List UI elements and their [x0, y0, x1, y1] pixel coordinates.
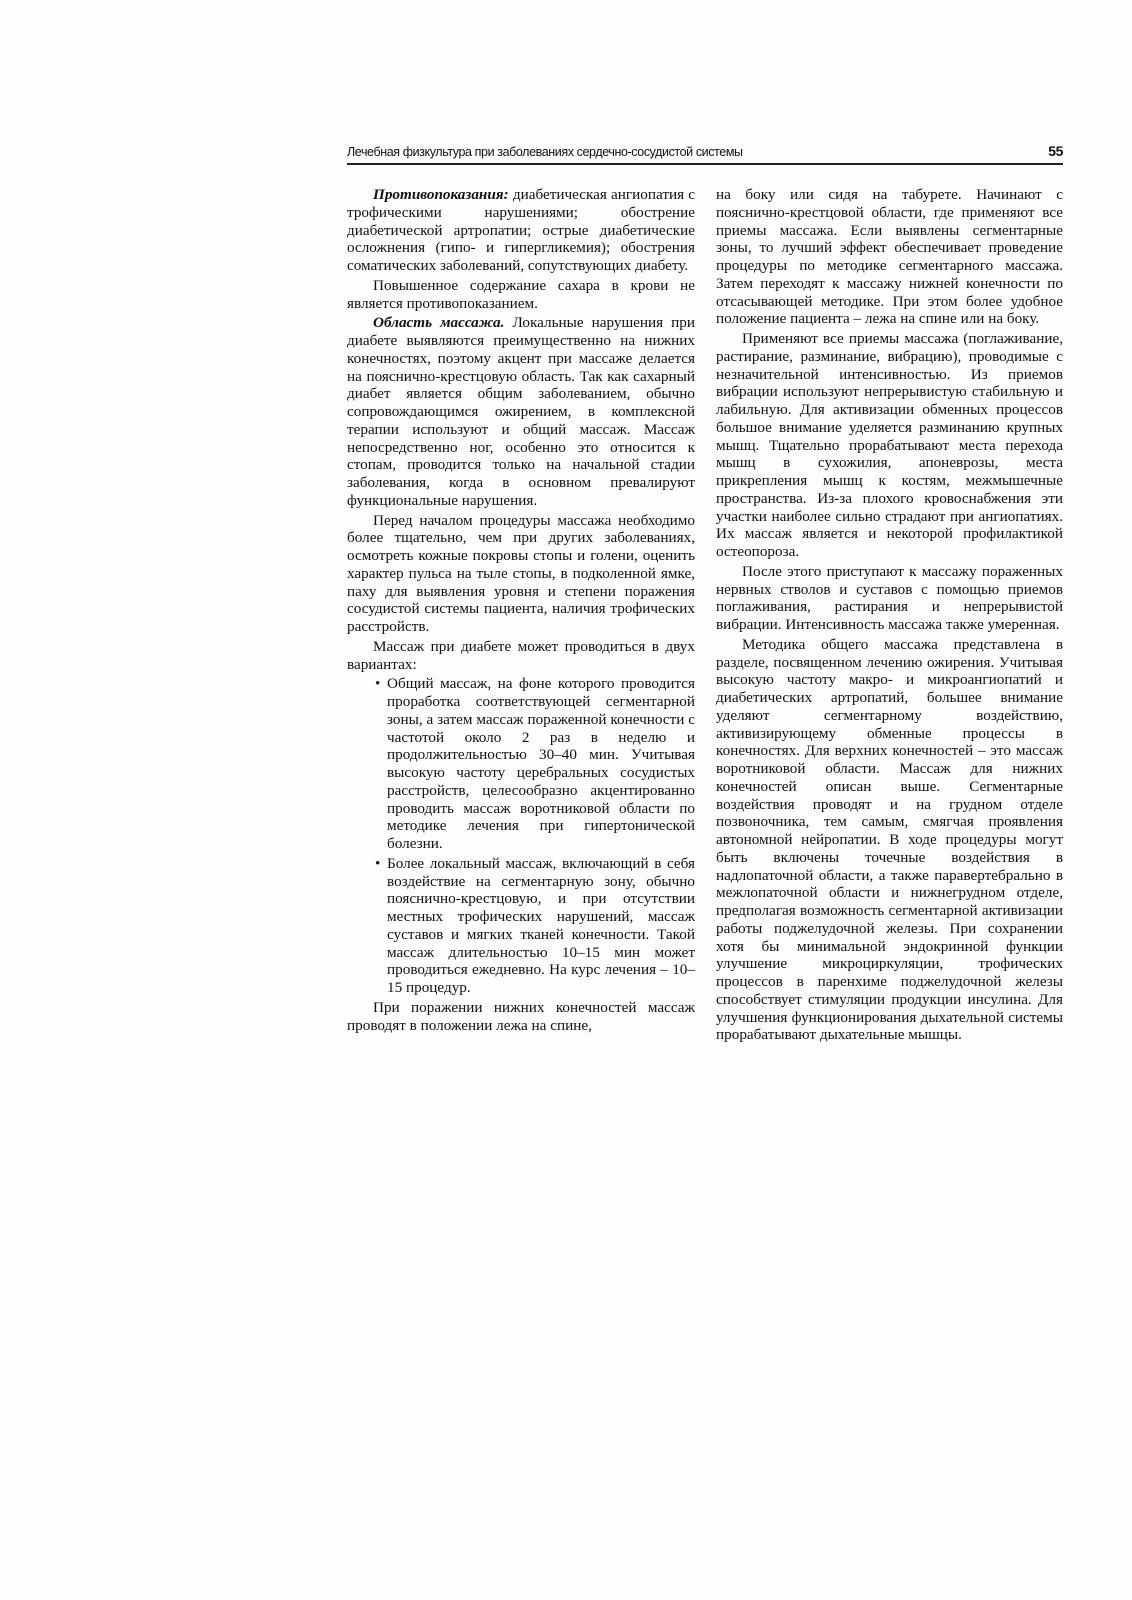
bullet-icon: • — [375, 675, 381, 693]
running-header-title: Лечебная физкультура при заболеваниях сердечно-сосудистой системы — [347, 145, 743, 159]
nerve-trunks-paragraph: После этого приступают к массажу пораженных нервных стволов и суставов с помощью приемов поглаживания, растирания и непрерывистой вибрации. Интенсивность массажа также умеренная. — [716, 562, 1063, 633]
variants-intro-paragraph: Массаж при диабете может проводиться в двух вариантах: — [347, 637, 695, 673]
bullet-icon: • — [375, 854, 381, 872]
variants-list — [347, 675, 695, 997]
pre-procedure-paragraph: Перед началом процедуры массажа необходимо более тщательно, чем при других заболеваниях, осмотреть кожные покровы стопы и голени, оценить характер пульса на тыле стопы, в подколенной ямке, паху для выявления уровня и степени поражения сосудистой системы пациента, наличия трофических расстройств. — [347, 511, 695, 635]
page-number: 55 — [1048, 143, 1063, 159]
sugar-note-paragraph: Повышенное содержание сахара в крови не является противопоказанием. — [347, 276, 695, 312]
massage-area-heading: Область массажа. — [373, 314, 505, 332]
running-header — [347, 141, 1063, 165]
right-column — [716, 186, 1063, 1046]
contraindications-heading: Противопоказания: — [373, 186, 509, 203]
contraindications-paragraph — [347, 186, 695, 275]
left-column — [347, 186, 695, 1036]
list-item — [347, 675, 695, 853]
list-item-text: Общий массаж, на фоне которого проводится проработка соответствующей сегментарной зоны, а затем массаж пораженной конечности с частотой около 2 раз в неделю и продолжительностью 30–40 мин. Учитывая высокую частоту церебральных сосудистых расстройств, целесообразно акцентированно проводить массаж воротниковой области по методике лечения при гипертонической болезни. — [387, 675, 695, 852]
contraindications-text: диабетическая ангиопатия с трофическими нарушениями; обострение диабетической артропатии; острые диабетические осложнения (гипо- и гипергликемия); обострения соматических заболеваний, сопутствующих диабету. — [347, 186, 695, 274]
list-item — [347, 855, 695, 997]
techniques-paragraph: Применяют все приемы массажа (поглаживание, растирание, разминание, вибрацию), проводимые с незначительной интенсивностью. Из приемов вибрации используют непрерывистую стабильную и лабильную. Для активизации обменных процессов большое внимание уделяется разминанию крупных мышц. Тщательно прорабатывают места перехода мышц в сухожилия, апоневрозы, места прикрепления мышц к костям, межмышечные пространства. Из-за плохого кровоснабжения эти участки наиболее сильно страдают при ангиопатиях. Их массаж является и некоторой профилактикой остеопороза. — [716, 330, 1063, 560]
massage-area-paragraph — [347, 314, 695, 509]
lower-limbs-paragraph: При поражении нижних конечностей массаж проводят в положении лежа на спине, — [347, 998, 695, 1034]
list-item-text: Более локальный массаж, включающий в себя воздействие на сегментарную зону, обычно пояснично-крестцовую, и при отсутствии местных трофических нарушений, массаж суставов и мягких тканей конечности. Такой массаж длительностью 10–15 мин может проводиться ежедневно. На курс лечения – 10–15 процедур. — [387, 854, 695, 996]
continuation-paragraph: на боку или сидя на табурете. Начинают с пояснично-крестцовой области, где применяют все приемы массажа. Если выявлены сегментарные зоны, то лучший эффект обеспечивает проведение процедуры по методике сегментарного массажа. Затем переходят к массажу нижней конечности по отсасывающей методике. При этом более удобное положение пациента – лежа на спине или на боку. — [716, 186, 1063, 328]
general-massage-paragraph: Методика общего массажа представлена в разделе, посвященном лечению ожирения. Учитывая высокую частоту макро- и микроангиопатий и диабетических артропатий, большее внимание уделяют сегментарному воздействию, активизирующему обменные процессы в конечностях. Для верхних конечностей – это массаж воротниковой области. Массаж для нижних конечностей описан выше. Сегментарные воздействия проводят и на грудном отделе позвоночника, тем самым, смягчая проявления автономной нейропатии. В ходе процедуры могут быть включены точечные воздействия в надлопаточной области, а также паравертебрально в межлопаточной области и нижнегрудном отделе, предполагая возможность сегментарной активизации работы поджелудочной железы. При сохранении хотя бы минимальной эндокринной функции улучшение микроциркуляции, трофических процессов в паренхиме поджелудочной железы способствует стимуляции продукции инсулина. Для улучшения функционирования дыхательной системы прорабатывают дыхательные мышцы. — [716, 635, 1063, 1044]
massage-area-text: Локальные нарушения при диабете выявляются преимущественно на нижних конечностях, поэтому акцент при массаже делается на пояснично-крестцовую область. Так как сахарный диабет является общим заболеванием, обычно сопровождающимся ожирением, в комплексной терапии используют и общий массаж. Массаж непосредственно ног, особенно это относится к стопам, проводится только на начальной стадии заболевания, когда в основном превалируют функциональные нарушения. — [347, 314, 696, 509]
